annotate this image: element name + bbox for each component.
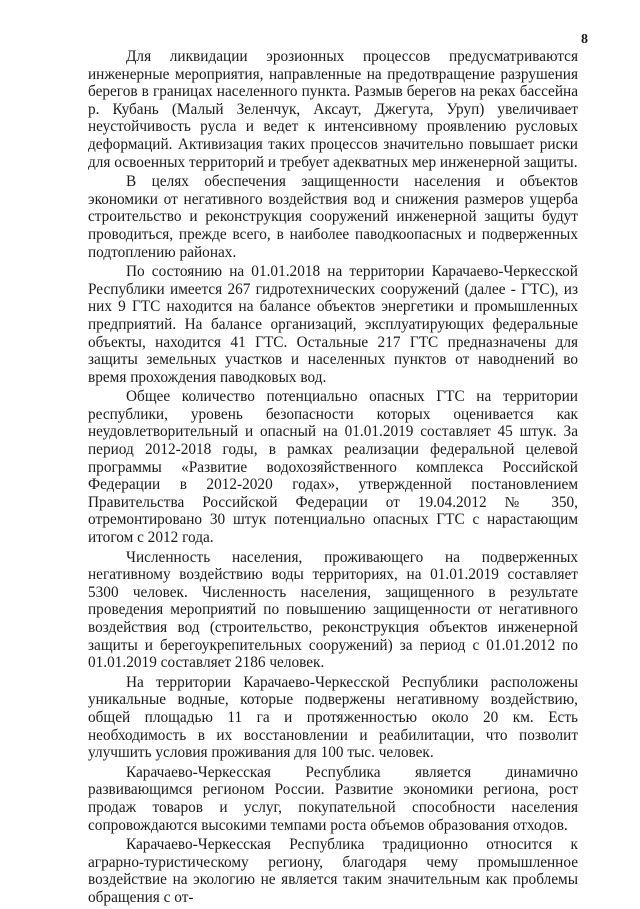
- paragraph-1: Для ликвидации эрозионных процессов предусматриваются инженерные мероприятия, направленные на предотвращение разрушения берегов в границах населенного пункта. Размыв берегов на реках бассейна р. Кубань (Малый Зеленчук, Аксаут, Джегута, Уруп) увеличивает неустойчивость русла и ведет к интенсивному проявлению русловых деформаций. Активизация таких процессов значительно повышает риски для освоенных территорий и требует адекватных мер инженерной защиты.: [88, 48, 578, 171]
- paragraph-8: Карачаево-Черкесская Республика традиционно относится к аграрно-туристическому региону, благодаря чему промышленное воздействие на экологию не является таким значительным как проблемы обращения с от-: [88, 836, 578, 906]
- paragraph-7: Карачаево-Черкесская Республика является динамично развивающимся регионом России. Развитие экономики региона, рост продаж товаров и услуг, покупательной способности населения сопровождаются высокими темпами роста объемов образования отходов.: [88, 763, 578, 834]
- paragraph-5: Численность населения, проживающего на подверженных негативному воздействию воды территориях, на 01.01.2019 составляет 5300 человек. Численность населения, защищенного в результате проведения мероприятий по повышению защищенности от негативного воздействия вод (строительство, реконструкция объектов инженерной защиты и берегоукрепительных сооружений) за период с 01.01.2012 по 01.01.2019 составляет 2186 человек.: [88, 548, 578, 672]
- document-body: [88, 48, 578, 909]
- page-number: 8: [581, 32, 588, 47]
- paragraph-3: По состоянию на 01.01.2018 на территории Карачаево-Черкесской Республики имеется 267 гидротехнических сооружений (далее - ГТС), из них 9 ГТС находится на балансе объектов энергетики и промышленных предприятий. На балансе организаций, эксплуатирующих федеральные объекты, находится 41 ГТС. Остальные 217 ГТС предназначены для защиты земельных участков и населенных пунктов от наводнений во время прохождения паводковых вод.: [88, 263, 578, 386]
- paragraph-6: На территории Карачаево-Черкесской Республики расположены уникальные водные, которые подвержены негативному воздействию, общей площадью 11 га и протяженностью около 20 км. Есть необходимость в их восстановлении и реабилитации, что позволит улучшить условия проживания для 100 тыс. человек.: [88, 673, 578, 762]
- paragraph-2: В целях обеспечения защищенности населения и объектов экономики от негативного воздействия вод и снижения размеров ущерба строительство и реконструкция сооружений инженерной защиты будут проводиться, прежде всего, в наиболее паводкоопасных и подверженных подтоплению районах.: [88, 173, 578, 261]
- paragraph-4: Общее количество потенциально опасных ГТС на территории республики, уровень безопасности которых оценивается как неудовлетворительный и опасный на 01.01.2019 составляет 45 штук. За период 2012-2018 годы, в рамках реализации федеральной целевой программы «Развитие водохозяйственного комплекса Российской Федерации в 2012-2020 годах», утвержденной постановлением Правительства Российской Федерации от 19.04.2012 № 350, отремонтировано 30 штук потенциально опасных ГТС с нарастающим итогом с 2012 года.: [88, 388, 578, 547]
